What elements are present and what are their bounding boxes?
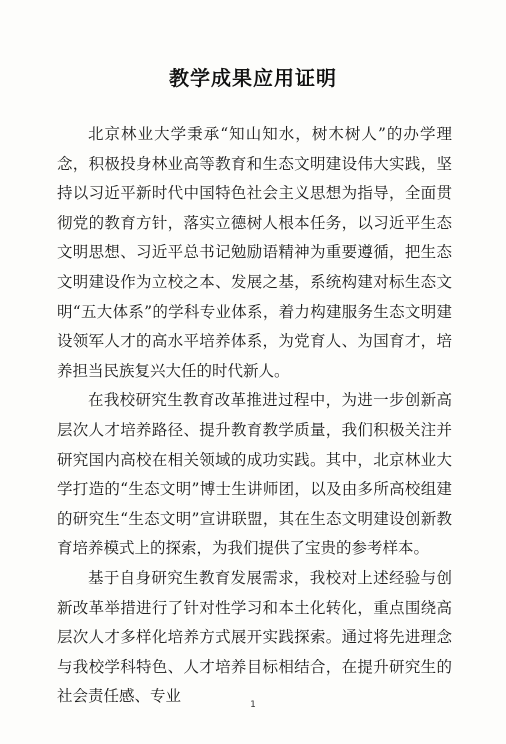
paragraph-3: 基于自身研究生教育发展需求，我校对上述经验与创新改革举措进行了针对性学习和本土化转化，重点围绕高层次人才多样化培养方式展开实践探索。通过将先进理念与我校学科特色、人才培养目标相结合，在提升研究生的社会责任感、专业 [57,568,452,706]
document-body [57,120,452,712]
page-number: 1 [250,700,256,710]
document-title: 教学成果应用证明 [169,66,337,90]
paragraph-1: 北京林业大学秉承“知山知水，树木树人”的办学理念，积极投身林业高等教育和生态文明建设伟大实践，坚持以习近平新时代中国特色社会主义思想为指导，全面贯彻党的教育方针，落实立德树人根本任务，以习近平生态文明思想、习近平总书记勉励语精神为重要遵循，把生态文明建设作为立校之本、发展之基，系统构建对标生态文明“五大体系”的学科专业体系，着力构建服务生态文明建设领军人才的高水平培养体系，为党育人、为国育才，培养担当民族复兴大任的时代新人。 [57,125,452,380]
paragraph-2: 在我校研究生教育改革推进过程中，为进一步创新高层次人才培养路径、提升教育教学质量，我们积极关注并研究国内高校在相关领域的成功实践。其中，北京林业大学打造的“生态文明”博士生讲师团，以及由多所高校组建的研究生“生态文明”宣讲联盟，其在生态文明建设创新教育培养模式上的探索，为我们提供了宝贵的参考样本。 [57,391,452,558]
